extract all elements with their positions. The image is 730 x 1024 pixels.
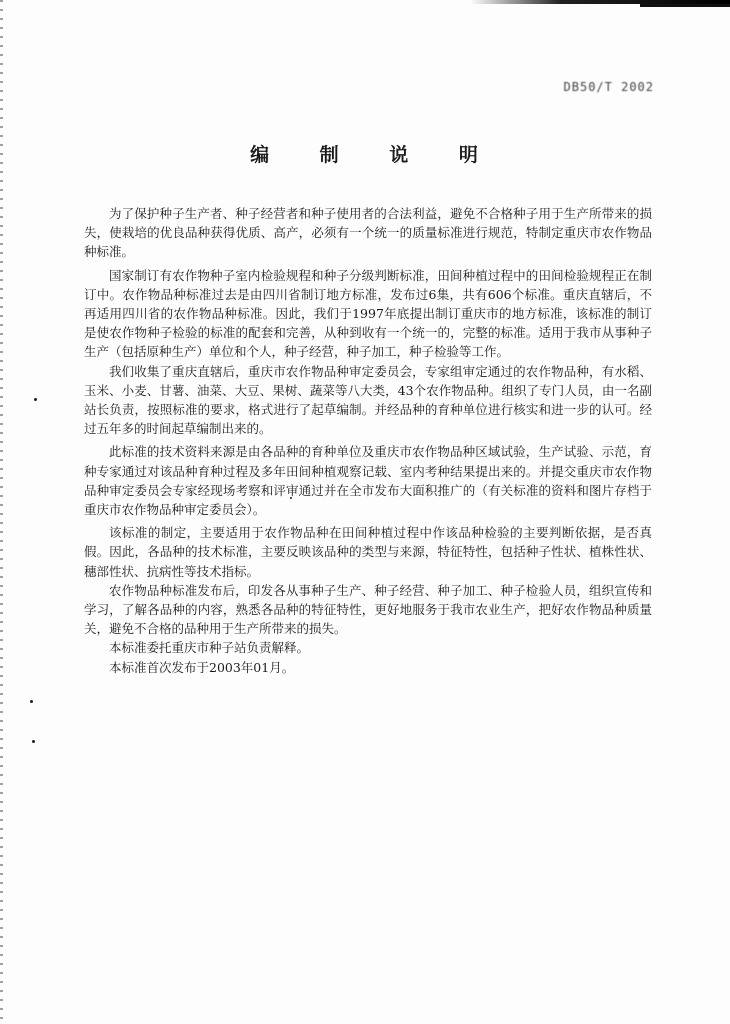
- paragraph-interpretation: 本标准委托重庆市种子站负责解释。: [109, 640, 310, 656]
- scan-speck: [32, 740, 35, 743]
- paragraph-publication: 农作物品种标准发布后，印发各从事种子生产、种子经营、种子加工、种子检验人员，组织宣传和学习，了解各品种的内容，熟悉各品种的特征特性，更好地服务于我市农业生产，把好农作物品种质量关，避免不合格的品种用于生产所带来的损失。: [84, 582, 652, 637]
- scan-edge-top-corner: [640, 4, 730, 7]
- page-title: 编 制 说 明: [250, 144, 500, 166]
- scan-speck: [30, 700, 33, 703]
- paragraph-collection: 我们收集了重庆直辖后，重庆市农作物品种审定委员会，专家组审定通过的农作物品种，有水稻、玉米、小麦、甘薯、油菜、大豆、果树、蔬菜等八大类，43个农作物品种。组织了专门人员，由一名副站长负责，按照标准的要求，格式进行了起草编制。并经品种的育种单位进行核实和进一步的认可。经过五年多的时间起草编制出来的。: [84, 363, 652, 437]
- body-text: [84, 204, 652, 677]
- scan-speck: [34, 398, 37, 401]
- paragraph-purpose: 为了保护种子生产者、种子经营者和种子使用者的合法利益，避免不合格种子用于生产所带来的损失，使栽培的优良品种获得优质、高产，必须有一个统一的质量标准进行规范，特制定重庆市农作物品种标准。: [84, 206, 652, 260]
- paragraph-background: 国家制订有农作物种子室内检验规程和种子分级判断标准，田间种植过程中的田间检验规程正在制订中。农作物品种标准过去是由四川省制订地方标准，发布过6集，共有606个标准。重庆直辖后，不再适用四川省的农作物品种标准。因此，我们于1997年底提出制订重庆市的地方标准，该标准的制订是使农作物种子检验的标准的配套和完善，从种到收有一个统一的，完整的标准。适用于我市从事种子生产（包括原种生产）单位和个人，种子经营，种子加工，种子检验等工作。: [84, 267, 652, 360]
- paragraph-application: 该标准的制定，主要适用于农作物品种在田间种植过程中作该品种检验的主要判断依据，是否真假。因此，各品种的技术标准，主要反映该品种的类型与来源，特征特性，包括种子性状、植株性状、穗部性状、抗病性等技术指标。: [84, 525, 652, 579]
- paragraph-data-source: 此标准的技术资料来源是由各品种的育种单位及重庆市农作物品种区域试验，生产试验、示范，育种专家通过对该品种育种过程及多年田间种植观察记载、室内考种结果提出来的。并提交重庆市农作物品种审定委员会专家经现场考察和评审通过并在全市发布大面积推广的（有关标准的资料和图片存档于重庆市农作物品种审定委员会）。: [84, 444, 652, 518]
- document-code: DB50/T 2002: [563, 80, 654, 94]
- paragraph-release-date: 本标准首次发布于2003年01月。: [109, 659, 295, 675]
